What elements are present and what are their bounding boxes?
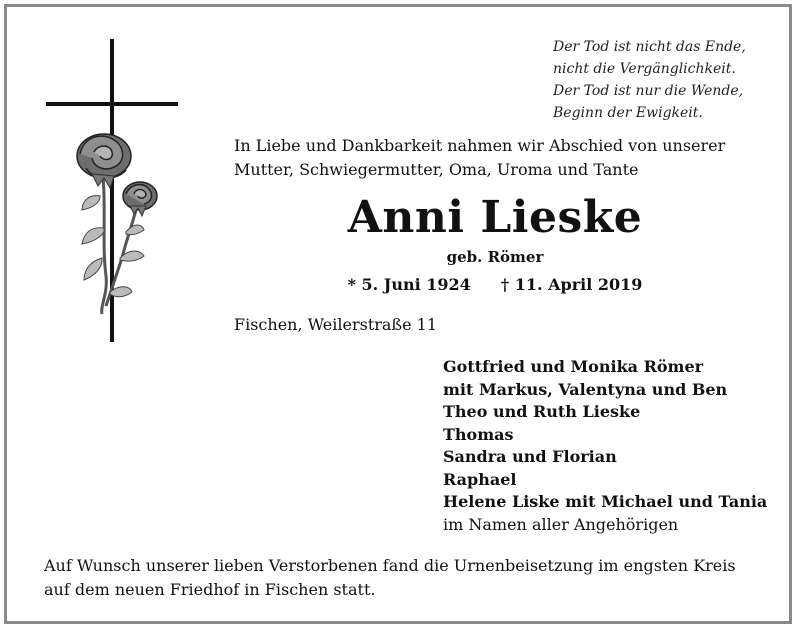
mourner-line: Helene Liske mit Michael und Tania [443,492,768,511]
mourner-line: Raphael [443,469,517,489]
deceased-name: Anni Lieske [347,192,643,243]
mourners-list [443,356,767,536]
footer-line: auf dem neuen Friedhof in Fischen statt. [44,580,376,599]
mourner-closing: im Namen aller Angehörigen [443,514,679,534]
poem [553,36,793,124]
life-dates [234,274,756,296]
mourner-line: Theo und Ruth Lieske [443,402,641,421]
footer-line: Auf Wunsch unserer lieben Verstorbenen fand die Urnenbeisetzung im engsten Kreis [44,556,736,575]
mourner-line: Sandra und Florian [443,447,617,466]
birth-date: * 5. Juni 1924 [347,275,471,294]
poem-line: Beginn der Ewigkeit. [553,105,703,121]
mourner-line: Thomas [443,424,514,444]
intro-text [234,134,774,182]
poem-line: Der Tod ist nicht das Ende, [553,39,746,55]
intro-line: In Liebe und Dankbarkeit nahmen wir Abschied von unserer [234,136,726,155]
maiden-name: geb. Römer [446,248,544,266]
intro-line: Mutter, Schwiegermutter, Oma, Uroma und Tante [234,160,639,179]
cross-with-roses-icon [40,36,190,346]
mourner-line: Gottfried und Monika Römer [443,357,704,376]
poem-line: nicht die Vergänglichkeit. [553,61,736,77]
address: Fischen, Weilerstraße 11 [234,315,438,334]
mourner-line: mit Markus, Valentyna und Ben [443,379,728,399]
poem-line: Der Tod ist nur die Wende, [553,83,744,99]
death-date: † 11. April 2019 [500,275,643,294]
footer-note [44,554,784,602]
